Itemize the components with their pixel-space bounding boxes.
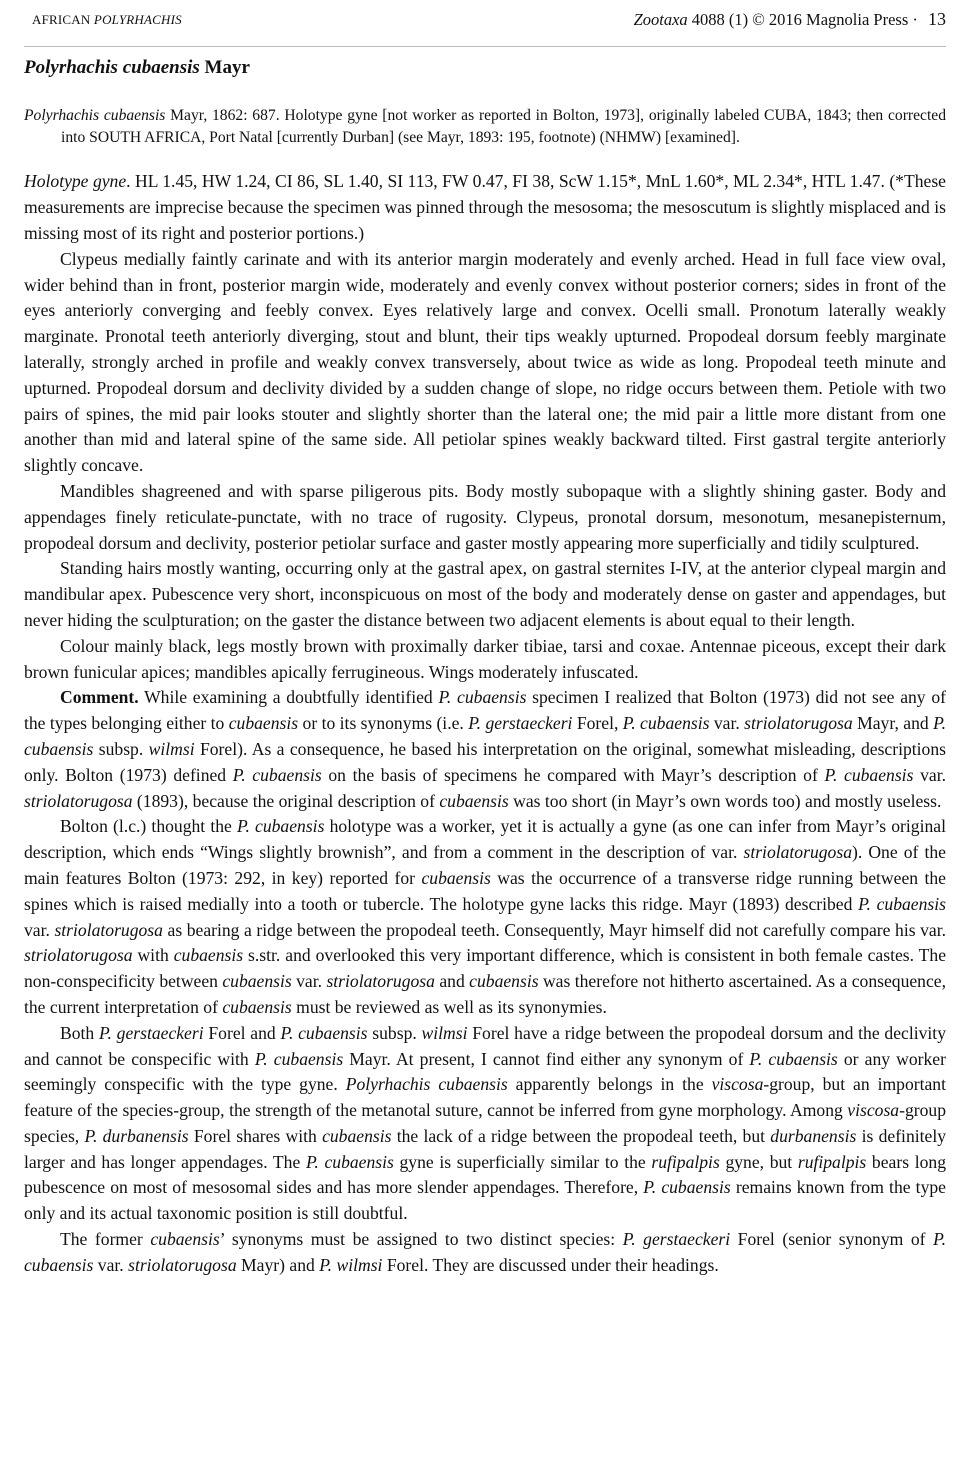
italic-text: rufipalpis <box>797 1151 867 1172</box>
italic-text: P. cubaensis <box>622 713 710 734</box>
italic-text: P. cubaensis <box>643 1177 731 1198</box>
italic-text: P. cubaensis <box>280 1022 368 1043</box>
text-run: Standing hairs mostly wanting, occurring only at the gastral apex, on gastral sternites I-IV, at the anterior clypeal margin and mandibular apex. Pubescence very short, inconspicuous on most of the body and moderately dense on gaster and appendages, but never hiding the sculpturation; on the gaster the distance between two adjacent elements is about equal to their length. <box>24 558 946 630</box>
italic-text: P. cubaensis <box>824 764 914 785</box>
paragraph <box>24 479 946 556</box>
text-run: var. <box>709 713 745 734</box>
italic-text: cubaensis <box>322 1125 392 1146</box>
text-run: was the occurrence of a transverse ridge running between the spines which is raised medially into a tooth or tubercle. The holotype gyne lacks this ridge. Mayr (1893) described <box>24 867 946 914</box>
text-run: and <box>434 971 470 992</box>
text-run: -group species, <box>24 1100 946 1146</box>
text-run: Forel, <box>572 713 623 734</box>
text-run: or any worker seemingly conspecific with the type gyne. <box>24 1048 946 1095</box>
italic-text: striolatorugosa <box>54 919 163 940</box>
italic-text: cubaensis <box>222 971 292 992</box>
italic-text: cubaensis <box>222 996 292 1017</box>
text-run: var. <box>291 971 327 992</box>
description-body <box>24 169 946 1278</box>
running-head-plain: AFRICAN <box>32 12 94 27</box>
text-run: Forel (senior synonym of <box>730 1229 934 1250</box>
text-run: apparently belongs in the <box>507 1074 712 1095</box>
species-heading <box>24 57 946 79</box>
italic-text: cubaensis <box>150 1229 220 1250</box>
text-run: Forel shares with <box>188 1125 323 1146</box>
italic-text: striolatorugosa <box>24 945 133 966</box>
italic-text: striolatorugosa <box>326 971 435 992</box>
text-run: gyne, but <box>719 1151 798 1172</box>
italic-text: cubaensis <box>228 713 299 734</box>
italic-text: P. cubaensis <box>254 1048 344 1069</box>
italic-text: P. cubaensis <box>237 816 325 837</box>
text-run: -group, but an important feature of the species-group, the strength of the metanotal suture, cannot be inferred from gyne morphology. Among <box>24 1074 946 1121</box>
italic-text: P. cubaensis <box>749 1048 838 1069</box>
paragraph <box>24 634 946 686</box>
text-run: subsp. <box>93 738 149 759</box>
text-run: s.str. and overlooked this very important difference, which is consistent in both female castes. The non-conspecificity between <box>24 945 946 992</box>
text-run: subsp. <box>367 1022 422 1043</box>
italic-text: P. gerstaeckeri <box>99 1022 204 1043</box>
text-run: Both <box>60 1022 99 1043</box>
text-run: was too short (in Mayr’s own words too) and mostly useless. <box>508 790 942 811</box>
text-run: on the basis of specimens he compared with Mayr’s description of <box>321 764 825 785</box>
text-run: gyne is superficially similar to the <box>393 1151 652 1172</box>
italic-text: Holotype gyne <box>24 171 127 192</box>
paragraph <box>24 247 946 479</box>
text-run: Forel and <box>203 1022 281 1043</box>
italic-text: durbanensis <box>770 1125 857 1146</box>
running-head-right <box>634 9 946 30</box>
italic-text: rufipalpis <box>651 1151 720 1172</box>
italic-text: striolatorugosa <box>24 790 133 811</box>
text-run: holotype was a worker, yet it is actually a gyne (as one can infer from Mayr’s original description, which ends “Wings slightly brownish”, and from a comment in the description of var. <box>24 816 946 863</box>
text-run: Colour mainly black, legs mostly brown with proximally darker tibiae, tarsi and coxae. Antennae piceous, except their dark brown funicular apices; mandibles apically ferrugineous. Wings moderately infuscated. <box>24 635 946 682</box>
text-run: Mayr, 1862: 687. Holotype gyne [not worker as reported in Bolton, 1973], originally labeled CUBA, 1843; then corrected into SOUTH AFRICA, Port Natal [currently Durban] (see Mayr, 1893: 195, footnote) (NHMW) [examined]. <box>61 107 946 147</box>
text-run: was therefore not hitherto ascertained. As a consequence, the current interpretation of <box>24 971 946 1017</box>
italic-text: striolatorugosa <box>128 1254 237 1275</box>
italic-text: wilmsi <box>148 738 195 759</box>
page-number: 13 <box>928 9 946 29</box>
text-run: bears long pubescence on most of mesosomal sides and has more slender appendages. Therefore, <box>24 1151 946 1198</box>
text-run: Mayr, and <box>852 713 934 734</box>
italic-text: cubaensis <box>421 867 491 888</box>
italic-text: cubaensis <box>439 790 509 811</box>
text-run: is definitely larger and has longer appendages. The <box>24 1125 947 1172</box>
text-run: While examining a doubtfully identified <box>138 687 439 708</box>
text-run: The former <box>60 1229 151 1250</box>
italic-text: striolatorugosa <box>743 842 852 863</box>
text-run: Forel). As a consequence, he based his interpretation on the original, somewhat misleading, descriptions only. Bolton (1973) defined <box>24 738 947 785</box>
paragraph <box>24 556 946 633</box>
text-run: Bolton (l.c.) thought the <box>60 816 237 837</box>
bold-label: Comment. <box>60 687 139 708</box>
text-run: var. <box>24 919 55 940</box>
page <box>24 0 946 1279</box>
text-run: must be reviewed as well as its synonymies. <box>291 996 607 1017</box>
italic-text: P. wilmsi <box>319 1254 383 1275</box>
species-name: Polyrhachis cubaensis <box>24 57 200 78</box>
italic-text: striolatorugosa <box>744 713 853 734</box>
journal-issue: 4088 (1) © 2016 Magnolia Press · <box>687 10 922 29</box>
italic-text: cubaensis <box>173 945 244 966</box>
original-citation <box>24 105 946 149</box>
paragraph <box>24 685 946 814</box>
italic-text: P. cubaensis <box>232 764 322 785</box>
text-run: specimen I realized that Bolton (1973) did not see any of the types belonging either to <box>24 687 946 734</box>
italic-text: P. gerstaeckeri <box>622 1229 731 1250</box>
italic-text: viscosa <box>711 1074 764 1095</box>
italic-text: Polyrhachis cubaensis <box>24 107 166 124</box>
italic-text: cubaensis <box>469 971 539 992</box>
italic-text: P. cubaensis <box>305 1151 394 1172</box>
text-run: Clypeus medially faintly carinate and with its anterior margin moderately and evenly arched. Head in full face view oval, wider behind than in front, posterior margin wide, moderately and evenly convex without posterior corners; sides in front of the eyes anteriorly converging and feebly convex. Eyes relatively large and convex. Ocelli small. Pronotum laterally weakly marginate. Pronotal teeth anteriorly diverging, stout and blunt, their tips weakly upturned. Propodeal dorsum feebly marginate laterally, strongly arched in profile and weakly convex transversely, about twice as wide as long. Propodeal teeth minute and upturned. Propodeal dorsum and declivity divided by a sudden change of slope, no ridge occurs between them. Petiole with two pairs of spines, the mid pair looks stouter and slightly shorter than the lateral one; the mid pair a little more distant from one another than mid and lateral spine of the same side. All petiolar spines weakly backward tilted. First gastral tergite anteriorly slightly concave. <box>24 248 946 476</box>
text-run: as bearing a ridge between the propodeal teeth. Consequently, Mayr himself did not carefully compare his var. <box>162 919 946 940</box>
running-header <box>24 0 946 47</box>
paragraph <box>24 1021 946 1227</box>
paragraph <box>24 814 946 1020</box>
text-run: Forel have a ridge between the propodeal dorsum and the declivity and cannot be conspecific with <box>24 1022 946 1069</box>
species-author: Mayr <box>199 57 250 78</box>
text-run: var. <box>93 1254 129 1275</box>
italic-text: wilmsi <box>421 1022 468 1043</box>
italic-text: P. cubaensis <box>24 713 946 759</box>
journal-name: Zootaxa <box>633 10 688 29</box>
italic-text: P. gerstaeckeri <box>468 713 573 734</box>
paragraph <box>24 169 946 246</box>
text-run: ). One of the main features Bolton (1973: 292, in key) reported for <box>24 842 946 888</box>
running-head-left <box>32 12 182 28</box>
text-run: or to its synonyms (i.e. <box>298 713 469 734</box>
italic-text: P. cubaensis <box>24 1229 946 1275</box>
text-run: Mandibles shagreened and with sparse piligerous pits. Body mostly subopaque with a slightly shining gaster. Body and appendages finely reticulate-punctate, with no trace of rugosity. Clypeus, pronotal dorsum, mesonotum, mesanepisternum, propodeal dorsum and declivity, posterior petiolar surface and gaster mostly appearing more superficially and tidily sculptured. <box>24 480 946 553</box>
italic-text: Polyrhachis cubaensis <box>345 1074 508 1095</box>
text-run: ’ synonyms must be assigned to two distinct species: <box>219 1229 623 1250</box>
italic-text: viscosa <box>847 1100 900 1121</box>
text-run: (1893), because the original description of <box>132 790 440 811</box>
paragraph <box>24 1227 946 1279</box>
text-run: with <box>132 945 174 966</box>
italic-text: P. durbanensis <box>84 1125 189 1146</box>
text-run: . HL 1.45, HW 1.24, CI 86, SL 1.40, SI 113, FW 0.47, FI 38, ScW 1.15*, MnL 1.60*, ML 2.34*, HTL 1.47. (*These measurements are imprecise because the specimen was pinned through the mesosoma; the mesoscutum is slightly misplaced and is missing most of its right and posterior portions.) <box>24 171 946 243</box>
italic-text: P. cubaensis <box>438 687 527 708</box>
text-run: Forel. They are discussed under their headings. <box>382 1254 719 1275</box>
text-run: the lack of a ridge between the propodeal teeth, but <box>391 1125 771 1146</box>
text-run: Mayr. At present, I cannot find either any synonym of <box>343 1048 750 1069</box>
text-run: var. <box>913 764 946 785</box>
running-head-genus: POLYRHACHIS <box>93 12 182 27</box>
text-run: remains known from the type only and its actual taxonomic position is still doubtful. <box>24 1177 946 1224</box>
italic-text: P. cubaensis <box>858 893 946 914</box>
text-run: Mayr) and <box>236 1254 320 1275</box>
